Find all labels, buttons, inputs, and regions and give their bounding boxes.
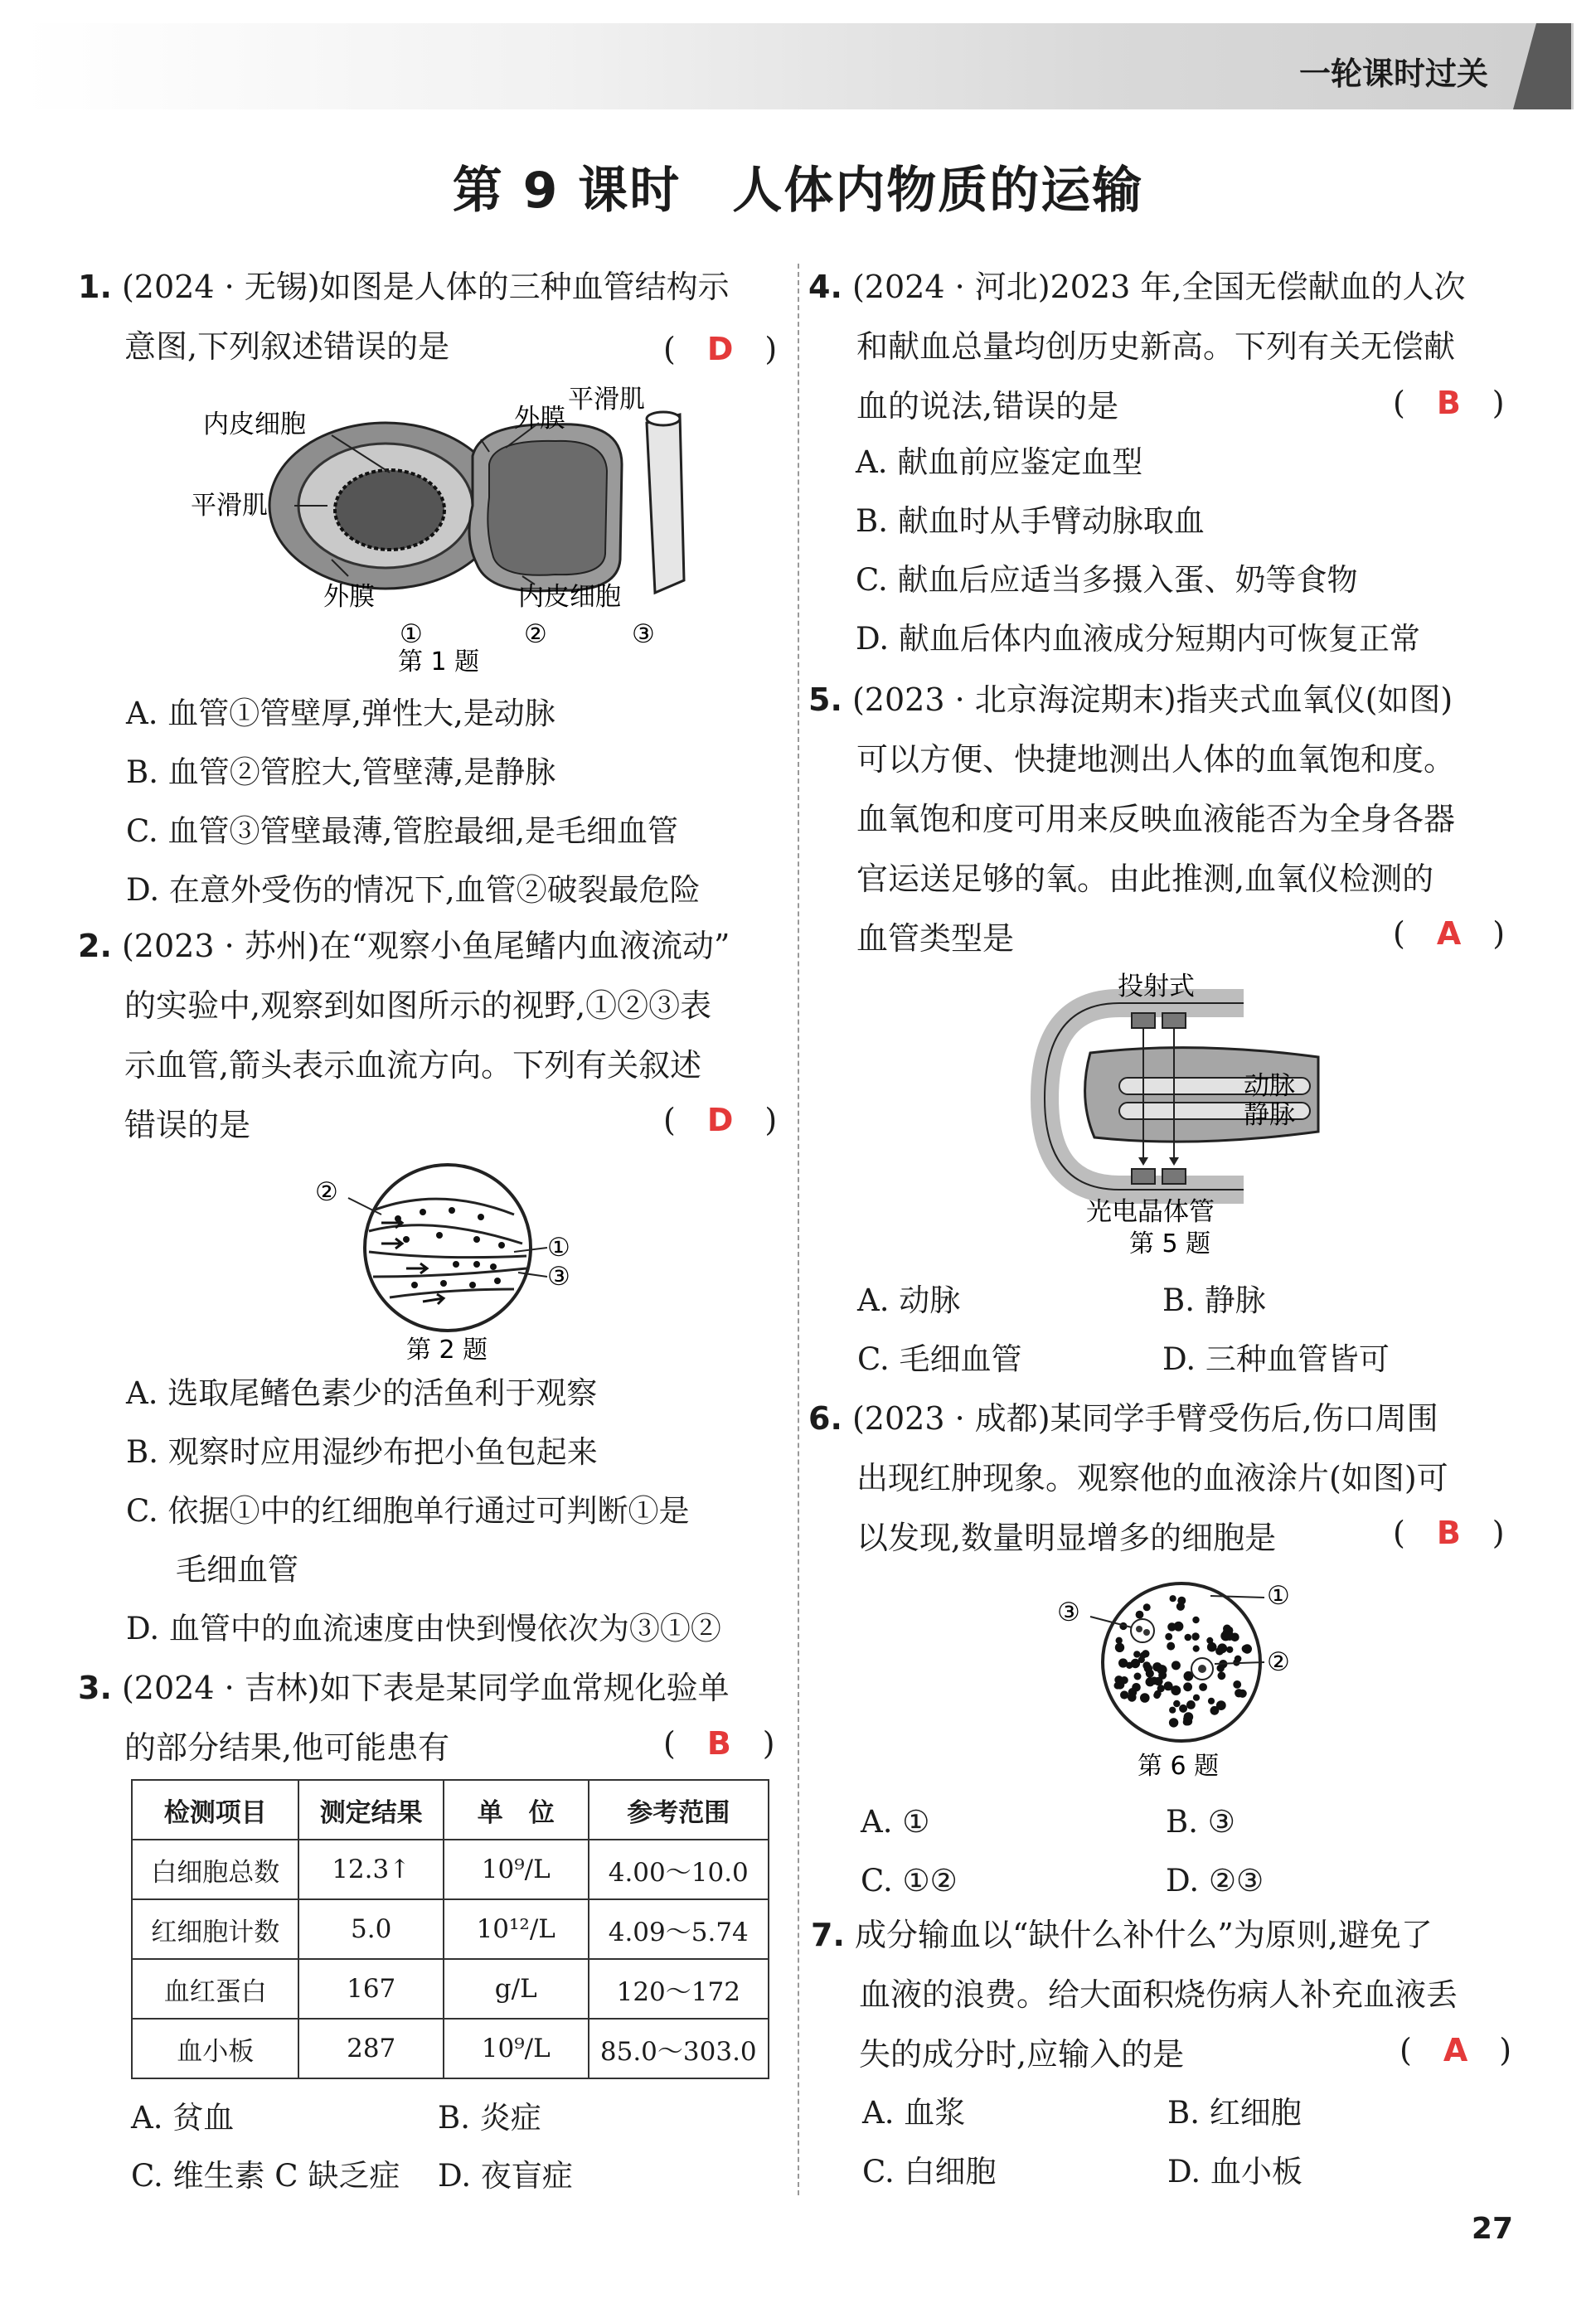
table-row: [132, 2019, 769, 2078]
red-blood-cell: [1142, 1661, 1151, 1670]
option-a[interactable]: A. 献血前应鉴定血型: [856, 444, 1143, 480]
option-c[interactable]: C. 献血后应适当多摄入蛋、奶等食物: [856, 562, 1358, 598]
figure-caption: 第 6 题: [1138, 1752, 1220, 1781]
question-stem: (2024 · 河北)2023 年,全国无偿献血的人次: [851, 269, 1466, 305]
option-b[interactable]: B. 静脉: [1162, 1283, 1266, 1318]
red-blood-cell: [1165, 1633, 1172, 1641]
answer-letter: B: [1436, 1515, 1461, 1551]
answer-letter: D: [706, 1102, 734, 1138]
option-b[interactable]: B. 炎症: [438, 2100, 541, 2136]
answer-letter: A: [1443, 2032, 1468, 2068]
table-cell: 85.0～303.0: [589, 2019, 769, 2078]
answer-letter: B: [1436, 385, 1461, 421]
table-row: [132, 1840, 769, 1899]
answer-letter: B: [706, 1725, 731, 1762]
red-blood-cell: [1136, 1611, 1144, 1619]
options-q7: [862, 2083, 1303, 2201]
blood-vessels-figure: [191, 373, 705, 688]
fish-tail-figure: [307, 1152, 580, 1368]
table-cell: g/L: [444, 1959, 589, 2019]
question-stem: 和献血总量均创历史新高。下列有关无偿献: [856, 328, 1456, 365]
vein-lumen: [488, 441, 607, 575]
table-cell: 5.0: [298, 1899, 444, 1959]
table-cell: 10⁹/L: [444, 2019, 589, 2078]
red-blood-cell: [1170, 1595, 1176, 1602]
question-stem: 以发现,数量明显增多的细胞是: [856, 1520, 1277, 1556]
marker-1: ①: [1267, 1581, 1290, 1611]
red-blood-cell: [1206, 1637, 1213, 1644]
option-c-continued: 毛细血管: [176, 1552, 298, 1588]
red-blood-cell: [1167, 1642, 1175, 1651]
red-blood-cell: [1169, 1718, 1178, 1727]
question-stem: 示血管,箭头表示血流方向。下列有关叙述: [124, 1047, 702, 1084]
answer-letter: D: [706, 331, 734, 367]
label-transmission: 投射式: [1118, 972, 1195, 1001]
red-blood-cell: [1164, 1681, 1173, 1690]
question-stem: 意图,下列叙述错误的是: [124, 328, 450, 365]
red-blood-cell: [1235, 1656, 1242, 1663]
page-title: 第 9 课时 人体内物质的运输: [452, 162, 1144, 220]
emitter-left: [1132, 1013, 1155, 1028]
question-number: 6.: [808, 1400, 842, 1437]
question-stem: 血的说法,错误的是: [856, 388, 1119, 424]
options-q4: [856, 433, 1420, 668]
question-stem: 的实验中,观察到如图所示的视野,①②③表: [124, 987, 712, 1024]
red-blood-cell: [1185, 1634, 1192, 1641]
table-cell: 4.09～5.74: [589, 1899, 769, 1959]
question-stem: (2023 · 成都)某同学手臂受伤后,伤口周围: [851, 1400, 1438, 1437]
column-divider: [798, 264, 799, 2195]
question-stem: (2024 · 无锡)如图是人体的三种血管结构示: [121, 269, 730, 305]
question-stem: 的部分结果,他可能患有: [124, 1729, 450, 1766]
question-stem: (2024 · 吉林)如下表是某同学血常规化验单: [121, 1670, 730, 1706]
label-phototransistor: 光电晶体管: [1086, 1197, 1215, 1227]
red-blood-cell: [1116, 1680, 1125, 1690]
option-d[interactable]: D. 在意外受伤的情况下,血管②破裂最危险: [126, 872, 701, 908]
label-smooth-muscle: 平滑肌: [568, 385, 645, 415]
sensor-left: [1132, 1169, 1155, 1184]
marker-3: ③: [632, 619, 655, 649]
red-blood-cell: [1184, 1712, 1194, 1722]
label-smooth-muscle: 平滑肌: [191, 491, 268, 521]
question-number: 4.: [808, 269, 842, 305]
option-d[interactable]: D. 血管中的血流速度由快到慢依次为③①②: [126, 1611, 721, 1646]
blood-test-table: [131, 1779, 769, 2079]
option-a[interactable]: A. 血管①管壁厚,弹性大,是动脉: [126, 696, 555, 731]
red-blood-cell: [1128, 1688, 1138, 1697]
option-a[interactable]: A. 贫血: [131, 2100, 235, 2136]
answer-parenthesis: ( A ): [1393, 915, 1506, 952]
table-cell: 白细胞总数: [132, 1840, 298, 1899]
red-blood-cell: [1225, 1632, 1234, 1641]
marker-2: ②: [315, 1177, 338, 1207]
red-blood-cell: [1191, 1632, 1199, 1640]
red-blood-cell: [1169, 1707, 1176, 1714]
option-b[interactable]: B. 红细胞: [1167, 2095, 1302, 2131]
table-cell: 10⁹/L: [444, 1840, 589, 1899]
table-header: 参考范围: [589, 1780, 769, 1840]
red-blood-cell: [1172, 1661, 1181, 1670]
red-blood-cell: [1120, 1690, 1128, 1699]
table-cell: 12.3↑: [298, 1840, 444, 1899]
page-number: 27: [1471, 2212, 1513, 2246]
red-blood-cell: [1186, 1700, 1196, 1709]
label-endothelium: 内皮细胞: [203, 410, 306, 439]
red-blood-cell: [1199, 1683, 1207, 1691]
question-stem: (2023 · 北京海淀期末)指夹式血氧仪(如图): [851, 681, 1453, 718]
option-c[interactable]: C. 维生素 C 缺乏症: [131, 2158, 400, 2194]
red-blood-cell: [1143, 1603, 1151, 1611]
red-blood-cell: [1239, 1690, 1247, 1698]
option-d[interactable]: D. 献血后体内血液成分短期内可恢复正常: [856, 621, 1420, 657]
question-stem: 血氧饱和度可用来反映血液能否为全身各器: [856, 801, 1456, 837]
option-b[interactable]: B. 观察时应用湿纱布把小鱼包起来: [126, 1434, 598, 1470]
option-c[interactable]: C. 毛细血管: [857, 1341, 1022, 1377]
marker-3: ③: [547, 1262, 570, 1292]
table-cell: 血小板: [132, 2019, 298, 2078]
table-cell: 167: [298, 1959, 444, 2019]
emitter-right: [1162, 1013, 1186, 1028]
option-b[interactable]: B. ③: [1166, 1804, 1235, 1840]
options-q2: [126, 1364, 721, 1658]
answer-parenthesis: ( B ): [663, 1725, 775, 1762]
red-blood-cell: [1217, 1643, 1227, 1653]
question-stem: 血液的浪费。给大面积烧伤病人补充血液丢: [859, 1976, 1458, 2013]
marker-2: ②: [524, 619, 547, 649]
option-c[interactable]: C. ①②: [861, 1863, 958, 1898]
options-q1: [126, 684, 701, 919]
option-c[interactable]: C. 白细胞: [862, 2154, 997, 2189]
options-q5: [857, 1271, 1390, 1389]
table-header: 测定结果: [298, 1780, 444, 1840]
option-c[interactable]: C. 血管③管壁最薄,管腔最细,是毛细血管: [126, 813, 679, 849]
red-blood-cell: [1218, 1671, 1226, 1680]
question-number: 7.: [811, 1917, 845, 1953]
option-a[interactable]: A. 血浆: [862, 2095, 966, 2131]
question-number: 1.: [78, 269, 112, 305]
red-blood-cell: [1173, 1700, 1180, 1707]
question-number: 5.: [808, 681, 842, 718]
microscope-field: [365, 1165, 531, 1331]
marker-3: ③: [1057, 1598, 1080, 1627]
red-blood-cell: [1115, 1643, 1124, 1652]
red-blood-cell: [1150, 1677, 1158, 1685]
option-d[interactable]: D. ②③: [1166, 1863, 1264, 1898]
red-blood-cell: [1167, 1622, 1176, 1631]
header-title: 一轮课时过关: [1298, 56, 1488, 92]
label-endothelium: 内皮细胞: [518, 582, 621, 612]
table-cell: 血红蛋白: [132, 1959, 298, 2019]
option-d[interactable]: D. 三种血管皆可: [1162, 1341, 1390, 1377]
red-blood-cell: [1134, 1673, 1142, 1680]
question-stem: 血管类型是: [856, 920, 1015, 957]
red-blood-cell: [1192, 1617, 1199, 1623]
options-q3: [131, 2089, 573, 2205]
table-cell: 120～172: [589, 1959, 769, 2019]
marker-2: ②: [1267, 1647, 1290, 1677]
red-blood-cell: [1116, 1637, 1123, 1644]
marker-1: ①: [400, 619, 423, 649]
red-blood-cell: [1242, 1645, 1250, 1653]
red-blood-cell: [1142, 1650, 1149, 1657]
question-number: 2.: [78, 928, 112, 964]
answer-parenthesis: ( B ): [1393, 385, 1505, 421]
red-blood-cell: [1193, 1646, 1200, 1652]
red-blood-cell: [1207, 1642, 1217, 1652]
white-blood-cell: [1131, 1619, 1154, 1642]
blood-smear-figure: [1045, 1571, 1318, 1787]
red-blood-cell: [1216, 1700, 1226, 1710]
red-blood-cell: [1177, 1597, 1186, 1605]
table-header: 单 位: [444, 1780, 589, 1840]
option-a[interactable]: A. 选取尾鳍色素少的活鱼利于观察: [126, 1375, 598, 1411]
answer-parenthesis: ( B ): [1393, 1515, 1505, 1551]
option-a[interactable]: A. ①: [861, 1804, 930, 1840]
table-row: [132, 1899, 769, 1959]
red-blood-cell: [1193, 1695, 1200, 1701]
red-blood-cell: [1183, 1682, 1192, 1691]
red-blood-cell: [1152, 1662, 1162, 1671]
figure-caption: 第 5 题: [1129, 1229, 1211, 1258]
figure-caption: 第 1 题: [398, 647, 480, 676]
option-d[interactable]: D. 夜盲症: [438, 2158, 573, 2194]
question-stem: 官运送足够的氧。由此推测,血氧仪检测的: [856, 861, 1434, 897]
table-cell: 4.00～10.0: [589, 1840, 769, 1899]
table-row: [132, 1959, 769, 2019]
table-cell: 287: [298, 2019, 444, 2078]
question-stem: 出现红肿现象。观察他的血液涂片(如图)可: [856, 1460, 1448, 1496]
red-blood-cell: [1233, 1680, 1241, 1689]
question-stem: 可以方便、快捷地测出人体的血氧饱和度。: [856, 741, 1456, 778]
red-blood-cell: [1118, 1658, 1128, 1667]
label-adventitia: 外膜: [514, 404, 565, 434]
question-stem: 错误的是: [124, 1107, 251, 1143]
options-q6: [861, 1792, 1264, 1910]
answer-parenthesis: ( A ): [1400, 2032, 1512, 2068]
question-stem: 成分输血以“缺什么补什么”为原则,避免了: [854, 1917, 1433, 1953]
label-adventitia: 外膜: [323, 582, 375, 612]
red-blood-cell: [1138, 1656, 1145, 1663]
red-blood-cell: [1133, 1651, 1140, 1657]
figure-caption: 第 2 题: [406, 1336, 488, 1365]
red-blood-cell: [1208, 1698, 1215, 1704]
red-blood-cell: [1226, 1646, 1233, 1653]
capillary-opening: [647, 412, 680, 425]
label-vein: 静脉: [1244, 1100, 1295, 1130]
answer-parenthesis: ( D ): [663, 331, 778, 367]
option-a[interactable]: A. 动脉: [857, 1283, 961, 1318]
option-b[interactable]: B. 献血时从手臂动脉取血: [856, 503, 1205, 539]
option-d[interactable]: D. 血小板: [1167, 2154, 1303, 2189]
question-number: 3.: [78, 1670, 112, 1706]
marker-1: ①: [547, 1233, 570, 1263]
table-header: 检测项目: [132, 1780, 298, 1840]
table-cell: 红细胞计数: [132, 1899, 298, 1959]
artery-lumen: [335, 470, 444, 550]
pulse-oximeter-figure: [1028, 962, 1343, 1277]
red-blood-cell: [1140, 1693, 1150, 1703]
red-blood-cell: [1154, 1690, 1162, 1698]
option-c[interactable]: C. 依据①中的红细胞单行通过可判断①是: [126, 1493, 690, 1529]
question-stem: 失的成分时,应输入的是: [859, 2036, 1185, 2073]
red-blood-cell: [1179, 1704, 1187, 1713]
table-header-row: [132, 1780, 769, 1840]
capillary: [647, 415, 684, 593]
answer-parenthesis: ( D ): [663, 1102, 778, 1138]
sensor-right: [1162, 1169, 1186, 1184]
option-b[interactable]: B. 血管②管腔大,管壁薄,是静脉: [126, 754, 556, 790]
table-cell: 10¹²/L: [444, 1899, 589, 1959]
label-artery: 动脉: [1244, 1071, 1295, 1101]
question-stem: (2023 · 苏州)在“观察小鱼尾鳍内血液流动”: [121, 928, 730, 964]
answer-letter: A: [1436, 915, 1462, 952]
